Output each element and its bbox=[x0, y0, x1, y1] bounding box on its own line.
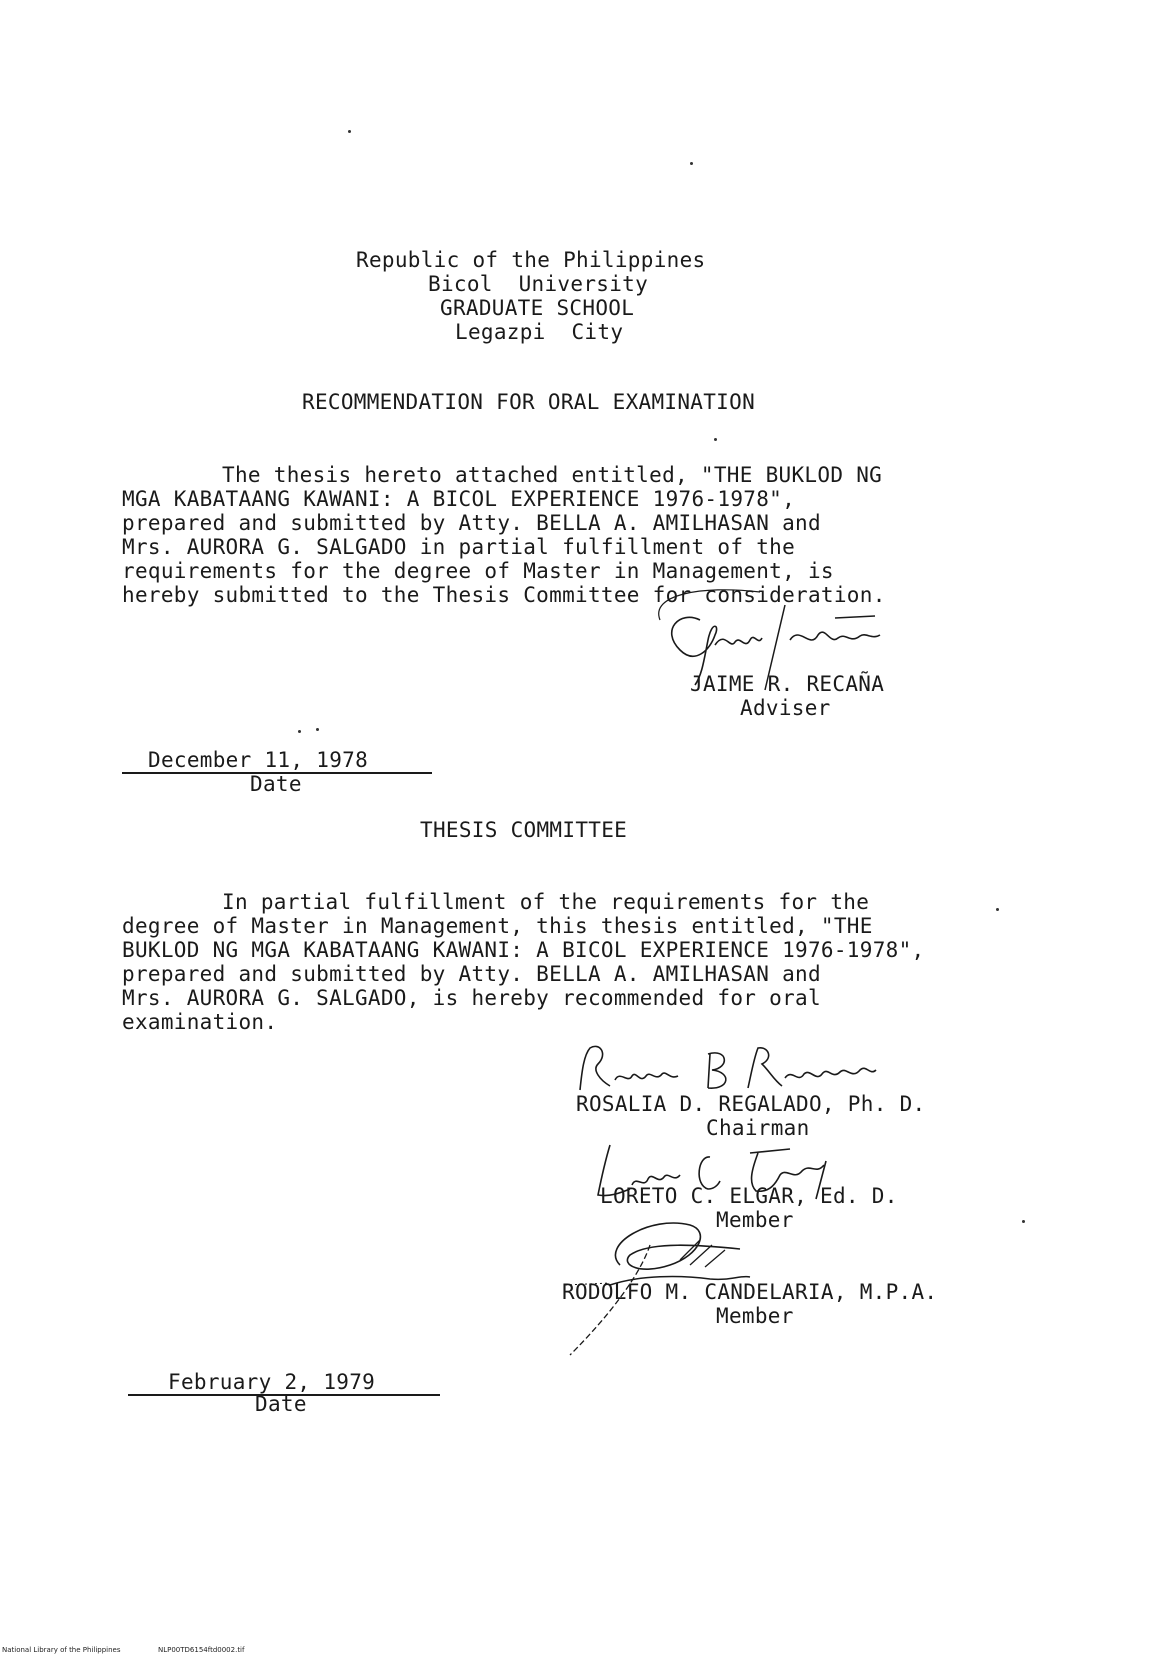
scan-speck bbox=[690, 162, 693, 165]
date-value: December 11, 1978 bbox=[148, 748, 369, 772]
member-candelaria-role: Member bbox=[716, 1304, 794, 1328]
paragraph-line: The thesis hereto attached entitled, "THE BUKLOD NG bbox=[222, 463, 883, 487]
scan-speck bbox=[1022, 1220, 1025, 1223]
date-value: February 2, 1979 bbox=[168, 1370, 376, 1394]
date-label: Date bbox=[250, 772, 302, 796]
paragraph-line: Mrs. AURORA G. SALGADO in partial fulfillment of the bbox=[122, 535, 796, 559]
paragraph-line: examination. bbox=[122, 1010, 278, 1034]
scan-speck bbox=[316, 728, 319, 731]
chairman-role: Chairman bbox=[706, 1116, 810, 1140]
member-elgar-name: LORETO C. ELGAR, Ed. D. bbox=[600, 1184, 898, 1208]
paragraph-line: prepared and submitted by Atty. BELLA A. AMILHASAN and bbox=[122, 511, 821, 535]
scan-speck bbox=[298, 730, 301, 733]
header-city: Legazpi City bbox=[455, 320, 624, 344]
paragraph-line: Mrs. AURORA G. SALGADO, is hereby recommended for oral bbox=[122, 986, 821, 1010]
adviser-role: Adviser bbox=[740, 696, 831, 720]
paragraph-line: degree of Master in Management, this thesis entitled, "THE bbox=[122, 914, 873, 938]
paragraph-line: hereby submitted to the Thesis Committee for consideration. bbox=[122, 583, 886, 607]
date-label: Date bbox=[255, 1392, 307, 1416]
paragraph-line: MGA KABATAANG KAWANI: A BICOL EXPERIENCE 1976-1978", bbox=[122, 487, 796, 511]
member-elgar-role: Member bbox=[716, 1208, 794, 1232]
chairman-name: ROSALIA D. REGALADO, Ph. D. bbox=[576, 1092, 926, 1116]
adviser-name: JAIME R. RECAÑA bbox=[690, 672, 885, 696]
scan-speck bbox=[996, 908, 999, 911]
paragraph-line: prepared and submitted by Atty. BELLA A. AMILHASAN and bbox=[122, 962, 821, 986]
header-university: Bicol University bbox=[428, 272, 649, 296]
committee-heading: THESIS COMMITTEE bbox=[420, 818, 628, 842]
footer-filename: NLP00TD6154ftd0002.tif bbox=[158, 1646, 245, 1654]
chairman-signature bbox=[570, 1040, 910, 1100]
paragraph-line: BUKLOD NG MGA KABATAANG KAWANI: A BICOL EXPERIENCE 1976-1978", bbox=[122, 938, 925, 962]
scan-speck bbox=[348, 130, 351, 133]
header-school: GRADUATE SCHOOL bbox=[440, 296, 635, 320]
member-candelaria-name: RODOLFO M. CANDELARIA, M.P.A. bbox=[562, 1280, 938, 1304]
scan-speck bbox=[714, 438, 717, 441]
header-republic: Republic of the Philippines bbox=[356, 248, 706, 272]
document-title: RECOMMENDATION FOR ORAL EXAMINATION bbox=[302, 390, 756, 414]
paragraph-line: requirements for the degree of Master in Management, is bbox=[122, 559, 834, 583]
paragraph-line: In partial fulfillment of the requirements for the bbox=[222, 890, 870, 914]
footer-library: National Library of the Philippines bbox=[2, 1646, 121, 1654]
